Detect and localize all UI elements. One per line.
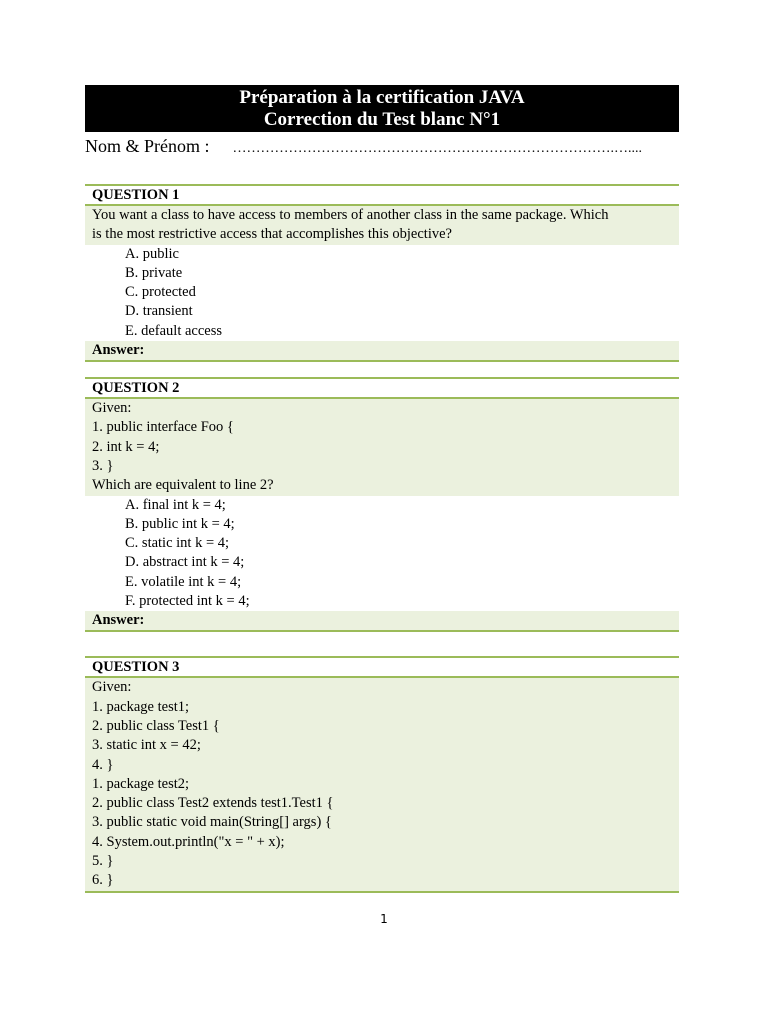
option: D. abstract int k = 4;	[125, 554, 245, 571]
question-1-heading: QUESTION 1	[85, 184, 679, 206]
body-line: Given:	[92, 679, 132, 696]
option: B. private	[125, 264, 183, 281]
option: F. protected int k = 4;	[125, 593, 250, 610]
title-line-2: Correction du Test blanc N°1	[263, 109, 501, 130]
page-number: 1	[380, 912, 388, 926]
body-line: 3. static int x = 42;	[92, 737, 201, 754]
question-2-options	[85, 496, 679, 612]
title-line-1: Préparation à la certification JAVA	[239, 87, 525, 108]
body-line: 1. package test2;	[92, 775, 190, 792]
name-dots: ……………………………………………………………………….…....	[232, 141, 642, 156]
question-3-body	[85, 678, 679, 892]
body-line: 4. System.out.println("x = " + x);	[92, 833, 285, 850]
option: E. volatile int k = 4;	[125, 573, 242, 590]
body-line: Given:	[92, 400, 132, 417]
question-2-answer: Answer:	[85, 611, 679, 632]
title-banner	[85, 85, 679, 132]
body-line: 4. }	[92, 756, 114, 773]
question-3	[85, 656, 679, 892]
option: E. default access	[125, 322, 223, 339]
question-1-answer: Answer:	[85, 341, 679, 362]
question-1-options	[85, 245, 679, 341]
question-2-heading: QUESTION 2	[85, 377, 679, 399]
question-1	[85, 184, 679, 362]
option: D. transient	[125, 303, 193, 320]
option: A. final int k = 4;	[125, 496, 226, 513]
name-field	[85, 136, 679, 159]
body-line: 3. public static void main(String[] args) {	[92, 814, 332, 831]
body-line: is the most restrictive access that accomplishes this objective?	[92, 226, 452, 243]
body-line: 5. }	[92, 853, 114, 870]
body-line: You want a class to have access to members of another class in the same package. Which	[92, 207, 609, 223]
body-line: 1. public interface Foo {	[92, 419, 234, 436]
question-1-body	[85, 206, 679, 245]
question-2	[85, 377, 679, 632]
body-line: 1. package test1;	[92, 698, 190, 715]
question-3-heading: QUESTION 3	[85, 656, 679, 678]
name-label: Nom & Prénom :	[85, 136, 210, 156]
body-line: 2. public class Test2 extends test1.Test1 {	[92, 795, 334, 812]
body-line: Which are equivalent to line 2?	[92, 477, 274, 494]
body-line: 3. }	[92, 457, 114, 474]
body-line: 2. public class Test1 {	[92, 717, 220, 734]
body-line: 6. }	[92, 872, 114, 889]
document-page	[85, 85, 679, 893]
question-2-body	[85, 399, 679, 495]
option: C. static int k = 4;	[125, 535, 230, 552]
option: C. protected	[125, 284, 196, 301]
option: A. public	[125, 245, 179, 262]
body-line: 2. int k = 4;	[92, 438, 160, 455]
option: B. public int k = 4;	[125, 515, 235, 532]
